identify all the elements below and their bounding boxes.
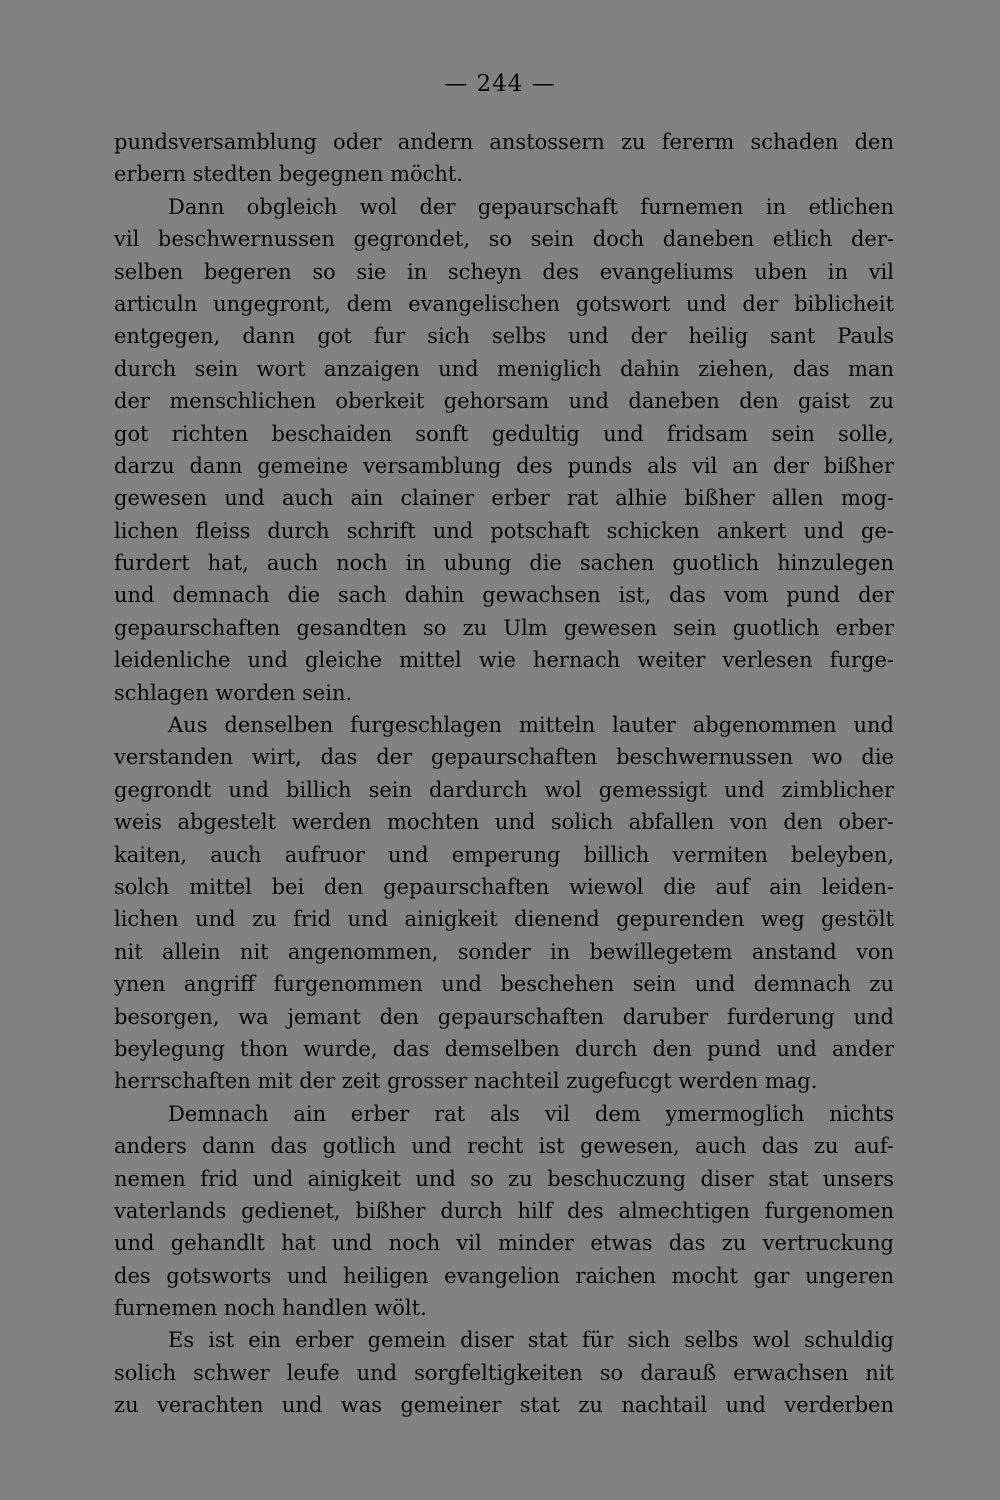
text-line: nemen frid und ainigkeit und so zu beschuczung diser stat unsers	[114, 1166, 894, 1191]
text-line: des gotsworts und heiligen evangelion raichen mocht gar ungeren	[114, 1263, 894, 1288]
text-line: pundsversamblung oder andern anstossern zu fererm schaden den	[114, 130, 894, 154]
text-line: Dann obgleich wol der gepaurschaft furnemen in etlichen	[168, 194, 894, 219]
text-line: articuln ungegront, dem evangelischen gotswort und der biblicheit	[114, 291, 894, 316]
text-line: der menschlichen oberkeit gehorsam und daneben den gaist zu	[114, 389, 894, 414]
text-line: herrschaften mit der zeit grosser nachteil zugefucgt werden mag.	[114, 1069, 818, 1094]
text-line: besorgen, wa jemant den gepaurschaften daruber furderung und	[114, 1004, 894, 1029]
text-line: anders dann das gotlich und recht ist gewesen, auch das zu auf-	[114, 1134, 894, 1159]
text-line: nit allein nit angenommen, sonder in bewillegetem anstand von	[114, 939, 894, 964]
text-line: erbern stedten begegnen möcht.	[114, 162, 464, 187]
text-line: Aus denselben furgeschlagen mitteln lauter abgenommen und	[168, 713, 894, 738]
text-line: weis abgestelt werden mochten und solich abfallen von den ober-	[114, 810, 894, 835]
text-line: furdert hat, auch noch in ubung die sachen guotlich hinzulegen	[114, 551, 894, 576]
text-line: ynen angriff furgenommen und beschehen sein und demnach zu	[114, 972, 894, 997]
text-line: furnemen noch handlen wölt.	[114, 1296, 427, 1321]
text-line: verstanden wirt, das der gepaurschaften beschwernussen wo die	[114, 745, 894, 770]
text-line: kaiten, auch aufruor und emperung billich vermiten beleyben,	[114, 842, 894, 867]
text-line: leidenliche und gleiche mittel wie hernach weiter verlesen furge-	[114, 648, 894, 673]
text-line: Demnach ain erber rat als vil dem ymermoglich nichts	[168, 1101, 894, 1126]
text-line: beylegung thon wurde, das demselben durch den pund und ander	[114, 1036, 894, 1061]
text-line: gegrondt und billich sein dardurch wol gemessigt und zimblicher	[114, 777, 894, 802]
text-line: lichen fleiss durch schrift und potschaft schicken ankert und ge-	[114, 518, 894, 543]
text-line: entgegen, dann got fur sich selbs und der heilig sant Pauls	[114, 324, 894, 349]
text-line: Es ist ein erber gemein diser stat für sich selbs wol schuldig	[168, 1328, 894, 1353]
text-line: durch sein wort anzaigen und meniglich dahin ziehen, das man	[114, 356, 894, 381]
text-line: selben begeren so sie in scheyn des evangeliums uben in vil	[114, 259, 894, 284]
text-line: schlagen worden sein.	[114, 680, 353, 705]
text-line: lichen und zu frid und ainigkeit dienend gepurenden weg gestölt	[114, 907, 894, 932]
text-line: und demnach die sach dahin gewachsen ist, das vom pund der	[114, 583, 894, 608]
text-line: solich schwer leufe und sorgfeltigkeiten so darauß erwachsen nit	[114, 1360, 894, 1385]
text-line: gepaurschaften gesandten so zu Ulm gewesen sein guotlich erber	[114, 615, 894, 640]
text-line: vil beschwernussen gegrondet, so sein doch daneben etlich der-	[114, 227, 894, 252]
page-number: — 244 —	[444, 71, 556, 97]
text-line: und gehandlt hat und noch vil minder etwas das zu vertruckung	[114, 1231, 894, 1256]
text-line: got richten beschaiden sonft gedultig und fridsam sein solle,	[114, 421, 894, 446]
text-line: gewesen und auch ain clainer erber rat alhie bißher allen mog-	[114, 486, 894, 511]
text-line: solch mittel bei den gepaurschaften wiewol die auf ain leiden-	[114, 874, 894, 899]
text-line: zu verachten und was gemeiner stat zu nachtail und verderben	[114, 1393, 894, 1418]
text-line: vaterlands gedienet, bißher durch hilf des almechtigen furgenomen	[114, 1198, 894, 1223]
text-line: darzu dann gemeine versamblung des punds als vil an der bißher	[114, 453, 894, 478]
body-text	[114, 126, 894, 1422]
